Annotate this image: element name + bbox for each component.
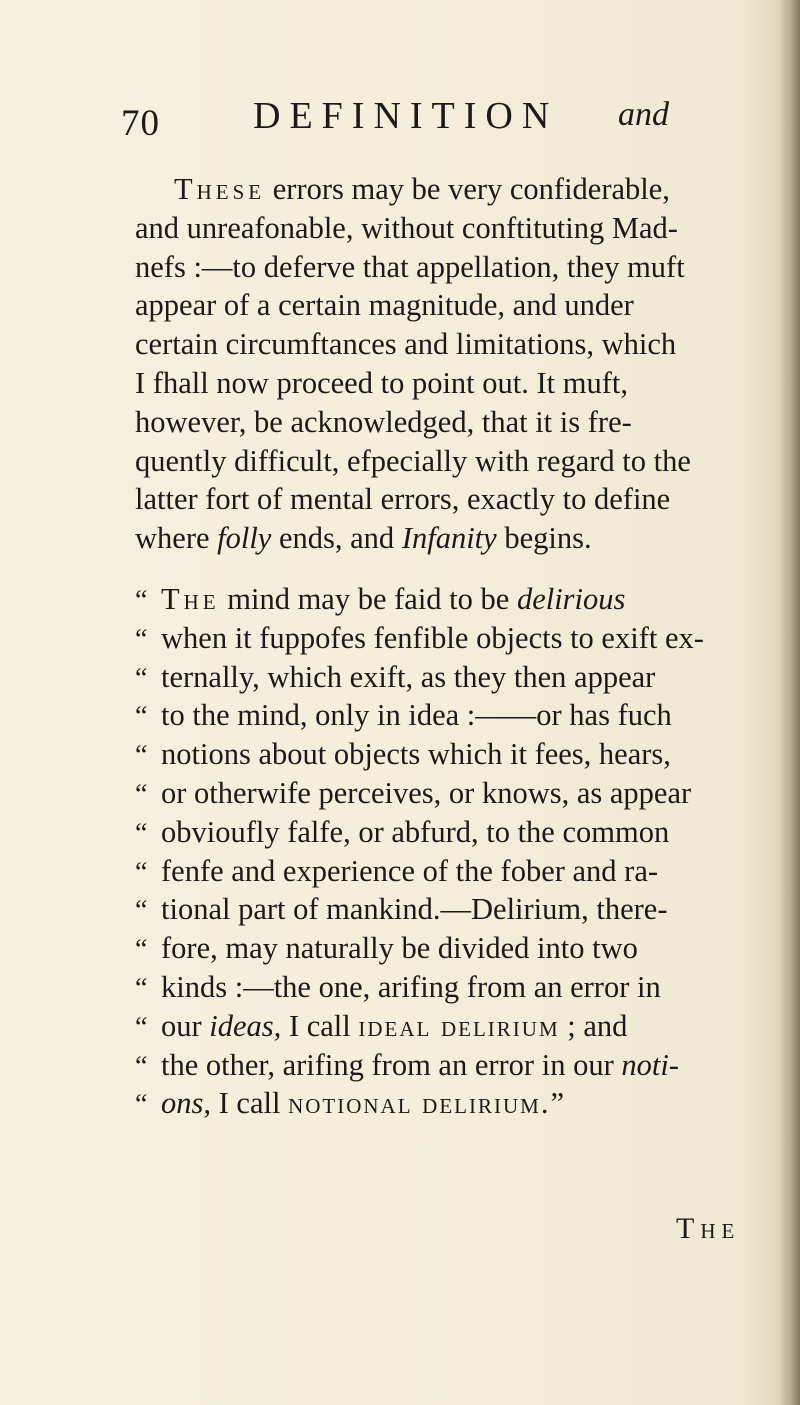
quote-mark: “ [135, 623, 148, 655]
running-title-and: and [618, 96, 669, 133]
quote-mark: “ [135, 856, 148, 888]
quote-mark: “ [135, 701, 148, 733]
quote-mark: “ [135, 584, 148, 616]
text-line: where folly ends, and Infanity begins. [135, 521, 592, 556]
text-line: “ obvioufly falfe, or abfurd, to the common [135, 813, 745, 852]
text-line: certain circumftances and limitations, which [135, 327, 677, 362]
text-line: “ when it fuppofes fenfible objects to exift ex- [135, 619, 745, 658]
quote-mark: “ [135, 1050, 148, 1082]
running-header [121, 94, 681, 148]
text-line: “ to the mind, only in idea :——or has fuch [135, 696, 745, 735]
text-line: “ ons, I call notional delirium.” [135, 1084, 745, 1123]
italic-ons: ons, [161, 1086, 211, 1121]
quote-mark: “ [135, 1011, 148, 1043]
quote-mark: “ [135, 778, 148, 810]
quote-mark: “ [135, 740, 148, 772]
italic-ideas: ideas, [209, 1008, 282, 1043]
text-line: “ ternally, which exift, as they then appear [135, 658, 745, 697]
quote-mark: “ [135, 662, 148, 694]
quote-mark: “ [135, 895, 148, 927]
text-line: “ tional part of mankind.—Delirium, there- [135, 890, 745, 929]
italic-folly: folly [217, 521, 272, 556]
small-caps-ideal-delirium: ideal delirium [358, 1008, 560, 1043]
page-number: 70 [121, 103, 160, 144]
text-line: “ fenfe and experience of the fober and ra- [135, 852, 745, 891]
text-line: nefs :—to deferve that appellation, they muft [135, 249, 685, 284]
text-line: “ the other, arifing from an error in our noti- [135, 1046, 745, 1085]
dropword: These [174, 172, 266, 206]
text-line: “ fore, may naturally be divided into two [135, 929, 745, 968]
page-edge-shadow [778, 0, 800, 1405]
text-line: however, be acknowledged, that it is fre- [135, 404, 632, 439]
text-line: I fhall now proceed to point out. It muft, [135, 365, 628, 400]
text-line: appear of a certain magnitude, and under [135, 288, 634, 323]
text-line: “ kinds :—the one, arifing from an error in [135, 968, 745, 1007]
quote-mark: “ [135, 1089, 148, 1121]
text-line: “ notions about objects which it fees, hears, [135, 735, 745, 774]
text-line: latter fort of mental errors, exactly to define [135, 482, 671, 517]
body-text [135, 170, 745, 1123]
italic-noti: noti- [621, 1047, 679, 1082]
text-line: “ or otherwife perceives, or knows, as appear [135, 774, 745, 813]
text-line: These errors may be very confiderable, [174, 172, 670, 206]
running-title: DEFINITION [253, 95, 559, 137]
italic-insanity: Infanity [401, 521, 497, 556]
text-line: quently difficult, efpecially with regard to the [135, 443, 691, 478]
text-line: and unreafonable, without conftituting Mad- [135, 210, 678, 245]
catchword: The [676, 1212, 741, 1245]
italic-delirious: delirious [516, 581, 626, 616]
quote-mark: “ [135, 934, 148, 966]
dropword: The [161, 581, 220, 616]
text-line: “ our ideas, I call ideal delirium ; and [135, 1007, 745, 1046]
quote-mark: “ [135, 972, 148, 1004]
quote-mark: “ [135, 817, 148, 849]
text-line: “ The mind may be faid to be delirious [135, 580, 745, 619]
small-caps-notional-delirium: notional delirium. [288, 1086, 551, 1121]
